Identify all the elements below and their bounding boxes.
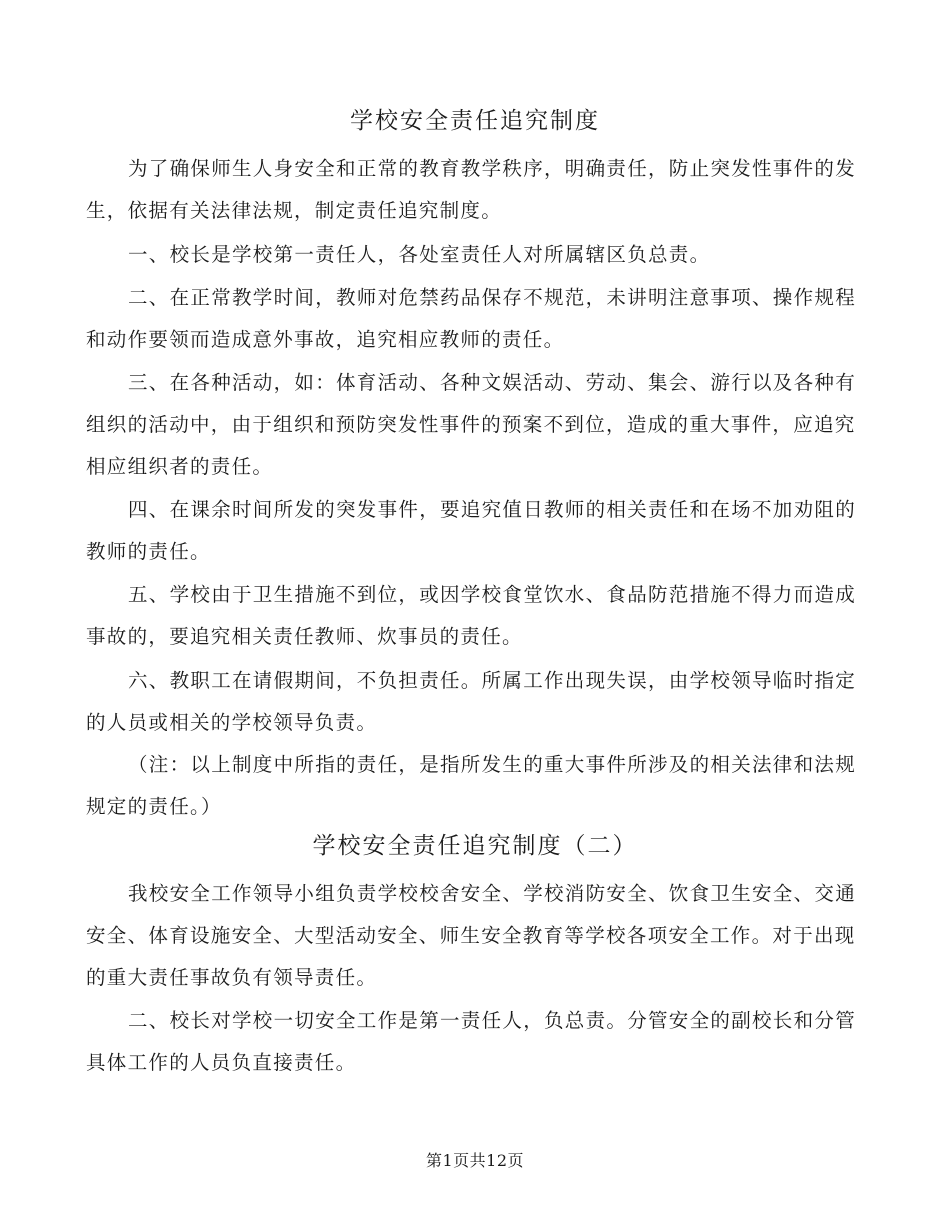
part2-paragraph-1: 我校安全工作领导小组负责学校校舍安全、学校消防安全、饮食卫生安全、交通安全、体育设施安全、大型活动安全、师生安全教育等学校各项安全工作。对于出现的重大责任事故负有领导责任。	[86, 882, 857, 989]
clause-3-paragraph: 三、在各种活动，如：体育活动、各种文娱活动、劳动、集会、游行以及各种有组织的活动中，由于组织和预防突发性事件的预案不到位，造成的重大事件，应追究相应组织者的责任。	[86, 371, 857, 478]
document-title: 学校安全责任追究制度	[350, 108, 600, 134]
document-title-part-2: 学校安全责任追究制度（二）	[312, 833, 638, 859]
page-number-footer: 第1页共12页	[425, 1151, 525, 1170]
clause-4-paragraph: 四、在课余时间所发的突发事件，要追究值日教师的相关责任和在场不加劝阻的教师的责任。	[86, 498, 857, 563]
intro-paragraph: 为了确保师生人身安全和正常的教育教学秩序，明确责任，防止突发性事件的发生，依据有关法律法规，制定责任追究制度。	[86, 157, 857, 222]
clause-5-paragraph: 五、学校由于卫生措施不到位，或因学校食堂饮水、食品防范措施不得力而造成事故的，要追究相关责任教师、炊事员的责任。	[86, 583, 857, 648]
clause-6-paragraph: 六、教职工在请假期间，不负担责任。所属工作出现失误，由学校领导临时指定的人员或相关的学校领导负责。	[86, 669, 857, 734]
clause-2-paragraph: 二、在正常教学时间，教师对危禁药品保存不规范，未讲明注意事项、操作规程和动作要领而造成意外事故，追究相应教师的责任。	[86, 286, 857, 351]
clause-1-paragraph: 一、校长是学校第一责任人，各处室责任人对所属辖区负总责。	[128, 243, 711, 266]
part2-paragraph-2: 二、校长对学校一切安全工作是第一责任人，负总责。分管安全的副校长和分管具体工作的人员负直接责任。	[86, 1009, 857, 1074]
note-paragraph: （注：以上制度中所指的责任，是指所发生的重大事件所涉及的相关法律和法规规定的责任。）	[86, 753, 857, 818]
